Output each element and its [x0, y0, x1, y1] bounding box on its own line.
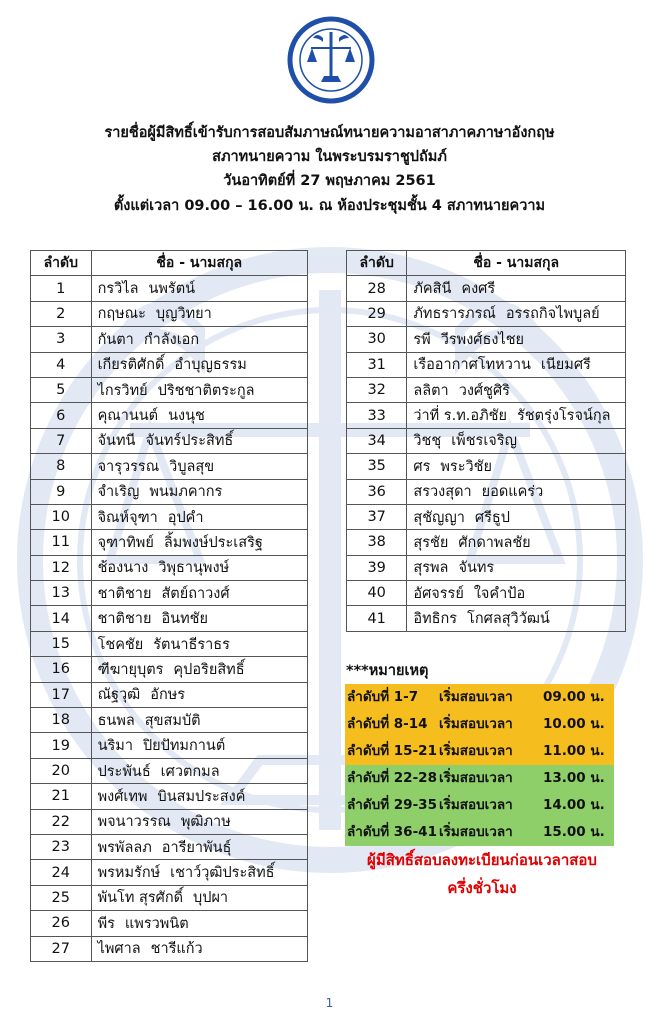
table-row [347, 479, 626, 504]
column-header-number: ลำดับ [347, 251, 407, 276]
table-row [31, 581, 308, 606]
table-row [31, 403, 308, 428]
first-name: ธนพล [97, 712, 135, 729]
table-row [347, 606, 626, 631]
table-row [347, 504, 626, 529]
row-number: 2 [31, 301, 92, 326]
schedule-time: 09.00 น. [543, 689, 605, 705]
first-name: ว่าที่ ร.ท.อภิชัย [413, 408, 507, 425]
last-name: ศรีธูป [474, 509, 510, 526]
row-full-name [91, 276, 307, 301]
row-full-name [91, 911, 307, 936]
last-name: ยอดแคร่ว [481, 484, 544, 501]
first-name: เกียรติศักดิ์ [97, 357, 165, 374]
row-full-name [407, 377, 626, 402]
table-row [31, 555, 308, 580]
schedule-action: เริ่มสอบเวลา [439, 770, 513, 786]
first-name: กฤษณะ [97, 306, 146, 323]
schedule-time: 11.00 น. [543, 743, 605, 759]
roster-table-left [30, 250, 308, 962]
row-full-name [91, 708, 307, 733]
row-number: 5 [31, 377, 92, 402]
row-number: 1 [31, 276, 92, 301]
row-full-name [91, 682, 307, 707]
first-name: กันตา [97, 331, 134, 348]
row-number: 6 [31, 403, 92, 428]
row-number: 31 [347, 352, 407, 377]
row-full-name [407, 555, 626, 580]
row-full-name [91, 784, 307, 809]
schedule-action: เริ่มสอบเวลา [439, 716, 513, 732]
row-full-name [407, 454, 626, 479]
table-row [347, 276, 626, 301]
row-full-name [91, 479, 307, 504]
table-row [31, 708, 308, 733]
table-row [31, 885, 308, 910]
row-number: 3 [31, 327, 92, 352]
last-name: เชาว์วุฒิประสิทธิ์ [170, 865, 275, 882]
table-row [347, 581, 626, 606]
row-full-name [91, 327, 307, 352]
first-name: สุรชัย [413, 534, 449, 551]
document-title: รายชื่อผู้มีสิทธิ์เข้ารับการสอบสัมภาษณ์ทนายความอาสาภาคภาษาอังกฤษ [104, 125, 555, 141]
table-row [31, 784, 308, 809]
row-full-name [407, 479, 626, 504]
row-number: 33 [347, 403, 407, 428]
last-name: เนียมศรี [540, 357, 591, 374]
row-number: 38 [347, 530, 407, 555]
row-number: 22 [31, 809, 92, 834]
first-name: กรวิไล [97, 281, 139, 298]
row-number: 34 [347, 428, 407, 453]
row-number: 32 [347, 377, 407, 402]
row-full-name [91, 758, 307, 783]
row-full-name [407, 530, 626, 555]
registration-warning: ผู้มีสิทธิ์สอบลงทะเบียนก่อนเวลาสอบ [367, 851, 597, 869]
table-row [347, 403, 626, 428]
first-name: นริมา [97, 738, 133, 755]
first-name: คุณานนต์ [97, 408, 159, 425]
row-full-name [407, 428, 626, 453]
last-name: ชารีแก้ว [150, 941, 203, 958]
schedule-range: ลำดับที่ 29-35 [347, 797, 437, 813]
last-name: ลิ้มพงษ์ประเสริฐ [163, 534, 263, 551]
row-full-name [91, 581, 307, 606]
row-number: 23 [31, 834, 92, 859]
table-row [347, 454, 626, 479]
last-name: จันทร์ประสิทธิ์ [145, 433, 234, 450]
last-name: เศวตกมล [160, 763, 220, 780]
table-row [31, 936, 308, 961]
first-name: ลลิตา [413, 382, 449, 399]
table-row [31, 530, 308, 555]
last-name: สัตย์ถาวงศ์ [161, 585, 230, 602]
row-number: 40 [347, 581, 407, 606]
row-number: 19 [31, 733, 92, 758]
table-row [31, 860, 308, 885]
column-header-number: ลำดับ [31, 251, 92, 276]
row-number: 8 [31, 454, 92, 479]
schedule-range: ลำดับที่ 8-14 [347, 716, 428, 732]
schedule-range: ลำดับที่ 22-28 [347, 770, 437, 786]
row-full-name [91, 301, 307, 326]
first-name: โชคชัย [97, 636, 144, 653]
first-name: ฑีฆายุบุตร [97, 661, 164, 678]
first-name: รพี [413, 331, 431, 348]
last-name: ปิยปัทมกานต์ [142, 738, 226, 755]
row-number: 15 [31, 631, 92, 656]
first-name: สรวงสุดา [413, 484, 472, 501]
schedule-action: เริ่มสอบเวลา [439, 824, 513, 840]
last-name: นงนุช [168, 408, 205, 425]
row-number: 41 [347, 606, 407, 631]
row-number: 21 [31, 784, 92, 809]
row-number: 16 [31, 657, 92, 682]
first-name: จุฑาทิพย์ [97, 534, 154, 551]
first-name: พงศ์เทพ [97, 788, 148, 805]
row-full-name [407, 327, 626, 352]
first-name: จันทนี [97, 433, 136, 450]
organization-name: สภาทนายความ ในพระบรมราชูปถัมภ์ [212, 149, 447, 165]
table-row [31, 733, 308, 758]
last-name: รัตนาธีราธร [153, 636, 230, 653]
table-row [31, 327, 308, 352]
last-name: ใจคำป้อ [473, 585, 526, 602]
last-name: พระวิชัย [440, 458, 492, 475]
row-number: 25 [31, 885, 92, 910]
row-full-name [91, 733, 307, 758]
last-name: แพรวพนิต [124, 915, 189, 932]
last-name: พุฒิภาษ [180, 814, 231, 831]
row-number: 18 [31, 708, 92, 733]
registration-warning-continued: ครึ่งชั่วโมง [447, 879, 517, 897]
last-name: คงศรี [461, 281, 496, 298]
row-full-name [407, 504, 626, 529]
row-full-name [91, 606, 307, 631]
first-name: ไพศาล [97, 941, 141, 958]
last-name: บินสมประสงค์ [157, 788, 246, 805]
page-number: 1 [325, 996, 334, 1010]
row-full-name [407, 581, 626, 606]
table-row [347, 301, 626, 326]
table-row [31, 682, 308, 707]
table-row [31, 809, 308, 834]
row-number: 28 [347, 276, 407, 301]
row-number: 29 [347, 301, 407, 326]
last-name: วิพุธานุพงษ์ [158, 560, 230, 577]
schedule-action: เริ่มสอบเวลา [439, 797, 513, 813]
table-row [31, 504, 308, 529]
column-header-name: ชื่อ - นามสกุล [91, 251, 307, 276]
schedule-time: 14.00 น. [543, 797, 605, 813]
schedule-time: 15.00 น. [543, 824, 605, 840]
first-name: พจนาวรรณ [97, 814, 171, 831]
first-name: ไกรวิทย์ [97, 382, 148, 399]
last-name: อารียาพันธุ์ [161, 839, 232, 856]
table-row [31, 352, 308, 377]
row-number: 36 [347, 479, 407, 504]
first-name: สุชัญญา [413, 509, 465, 526]
column-header-name: ชื่อ - นามสกุล [407, 251, 626, 276]
first-name: พีร [97, 915, 115, 932]
schedule-row [345, 765, 614, 792]
schedule-action: เริ่มสอบเวลา [439, 743, 513, 759]
first-name: พันโท สุรศักดิ์ [97, 890, 184, 907]
row-number: 14 [31, 606, 92, 631]
schedule-range: ลำดับที่ 15-21 [347, 743, 437, 759]
row-full-name [91, 504, 307, 529]
first-name: จิณห์จุฑา [97, 509, 158, 526]
table-row [31, 911, 308, 936]
schedule-time: 10.00 น. [543, 716, 605, 732]
schedule-row [345, 819, 614, 846]
first-name: อิทธิกร [413, 611, 458, 628]
first-name: ณัฐวุฒิ [97, 687, 141, 704]
exam-time-venue: ตั้งแต่เวลา 09.00 – 16.00 น. ณ ห้องประชุมชั้น 4 สภาทนายความ [113, 198, 546, 214]
table-row [31, 454, 308, 479]
first-name: พรหมรักษ์ [97, 865, 161, 882]
table-row [31, 428, 308, 453]
table-row [347, 327, 626, 352]
row-full-name [91, 885, 307, 910]
last-name: วงศ์ชูศิริ [458, 382, 510, 399]
first-name: ภัคสินี [413, 281, 452, 298]
first-name: พรพัลลภ [97, 839, 152, 856]
table-row [31, 276, 308, 301]
row-number: 30 [347, 327, 407, 352]
row-number: 26 [31, 911, 92, 936]
last-name: อุปคำ [167, 509, 204, 526]
row-full-name [407, 606, 626, 631]
row-full-name [91, 631, 307, 656]
row-number: 13 [31, 581, 92, 606]
first-name: อัศจรรย์ [413, 585, 464, 602]
schedule-range: ลำดับที่ 1-7 [347, 689, 419, 705]
row-full-name [91, 809, 307, 834]
last-name: รัชตรุ่งโรจน์กุล [516, 408, 611, 425]
last-name: กำลังเอก [143, 331, 200, 348]
last-name: วีรพงศ์ธงไชย [440, 331, 525, 348]
last-name: โกศลสุวิวัฒน์ [467, 611, 550, 628]
table-row [31, 606, 308, 631]
first-name: ประพันธ์ [97, 763, 151, 780]
lawyers-council-seal-icon [287, 16, 375, 104]
row-full-name [91, 657, 307, 682]
row-full-name [91, 428, 307, 453]
row-number: 7 [31, 428, 92, 453]
last-name: อักษร [150, 687, 186, 704]
row-number: 37 [347, 504, 407, 529]
table-row [31, 834, 308, 859]
first-name: สุรพล [413, 560, 449, 577]
notes-title: ***หมายเหตุ [346, 663, 429, 679]
row-full-name [91, 860, 307, 885]
schedule-row [345, 684, 614, 711]
table-row [31, 631, 308, 656]
row-number: 35 [347, 454, 407, 479]
row-full-name [91, 403, 307, 428]
table-row [31, 479, 308, 504]
last-name: พนมภคากร [149, 484, 223, 501]
row-number: 4 [31, 352, 92, 377]
row-number: 27 [31, 936, 92, 961]
schedule-range: ลำดับที่ 36-41 [347, 824, 437, 840]
row-number: 11 [31, 530, 92, 555]
row-full-name [91, 352, 307, 377]
first-name: ภัทธรารภรณ์ [413, 306, 496, 323]
last-name: อินทชัย [161, 611, 208, 628]
row-full-name [407, 301, 626, 326]
row-full-name [91, 834, 307, 859]
last-name: อำบุญธรรม [174, 357, 247, 374]
exam-date: วันอาทิตย์ที่ 27 พฤษภาคม 2561 [223, 173, 436, 189]
last-name: เพ็ชรเจริญ [451, 433, 517, 450]
row-full-name [91, 936, 307, 961]
last-name: ปริชชาติตระกูล [157, 382, 255, 399]
first-name: ศร [413, 458, 431, 475]
row-number: 10 [31, 504, 92, 529]
last-name: วิบูลสุข [169, 458, 215, 475]
last-name: ศักดาพลชัย [458, 534, 531, 551]
table-row [347, 377, 626, 402]
row-full-name [407, 352, 626, 377]
row-number: 9 [31, 479, 92, 504]
row-full-name [91, 555, 307, 580]
row-number: 24 [31, 860, 92, 885]
table-row [347, 428, 626, 453]
row-full-name [407, 403, 626, 428]
first-name: จำเริญ [97, 484, 140, 501]
schedule-row [345, 711, 614, 738]
table-row [31, 657, 308, 682]
last-name: นพรัตน์ [148, 281, 196, 298]
first-name: ช้องนาง [97, 560, 149, 577]
first-name: จารุวรรณ [97, 458, 160, 475]
last-name: บุปผา [193, 890, 229, 907]
row-number: 20 [31, 758, 92, 783]
last-name: จันทร [458, 560, 495, 577]
schedule-action: เริ่มสอบเวลา [439, 689, 513, 705]
table-row [31, 377, 308, 402]
schedule-time: 13.00 น. [543, 770, 605, 786]
last-name: สุขสมบัติ [144, 712, 201, 729]
first-name: ชาติชาย [97, 585, 152, 602]
row-number: 39 [347, 555, 407, 580]
schedule-row [345, 738, 614, 765]
row-full-name [407, 276, 626, 301]
table-row [347, 555, 626, 580]
last-name: บุญวิทยา [155, 306, 212, 323]
last-name: อรรถกิจไพบูลย์ [505, 306, 600, 323]
table-row [347, 352, 626, 377]
table-row [31, 301, 308, 326]
table-row [347, 530, 626, 555]
row-full-name [91, 377, 307, 402]
first-name: วิชชุ [413, 433, 442, 450]
row-number: 12 [31, 555, 92, 580]
table-row [31, 758, 308, 783]
row-number: 17 [31, 682, 92, 707]
schedule-row [345, 792, 614, 819]
roster-table-right [346, 250, 626, 632]
first-name: ชาติชาย [97, 611, 152, 628]
last-name: คุปอริยสิทธิ์ [173, 661, 245, 678]
first-name: เรืออากาศโทหวาน [413, 357, 531, 374]
row-full-name [91, 530, 307, 555]
row-full-name [91, 454, 307, 479]
